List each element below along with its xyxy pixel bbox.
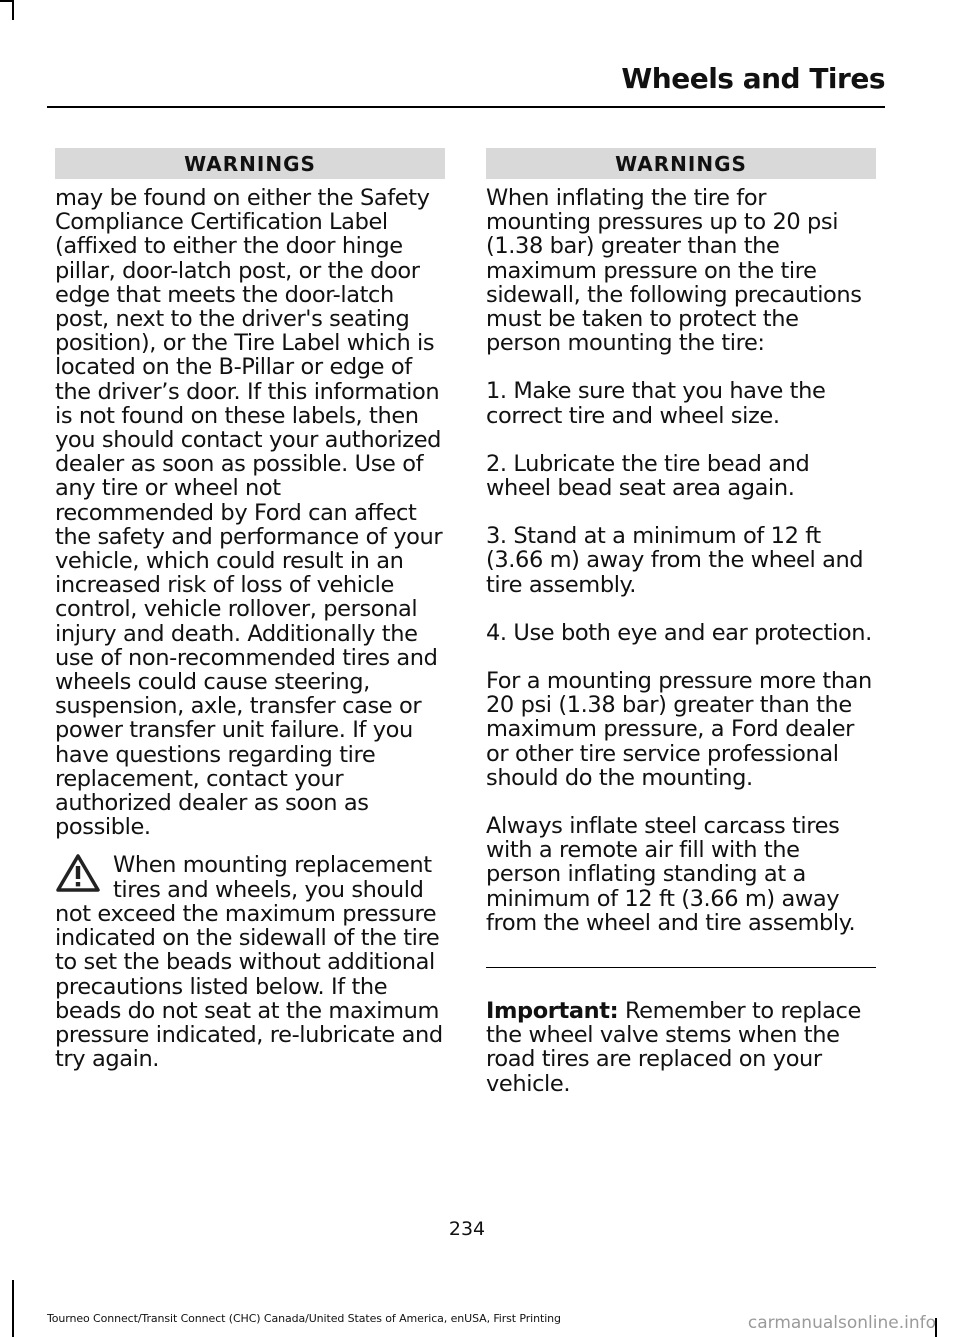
mounting-warning-text: When mounting replacement tires and wheels, you should not exceed the maximum pressure indicated on the sidewall of the tire to set the beads without additional precautions listed below. If the beads do not seat at the maximum pressure indicated, re-lubricate and try again.: [55, 852, 443, 1073]
page-number: 234: [448, 1218, 486, 1240]
right-column: [486, 148, 876, 1096]
warning-paragraph: may be found on either the Safety Compliance Certification Label (affixed to either the door hinge pillar, door-latch post, or the door edge that meets the door-latch post, next to the driver's seating position), or the Tire Label which is located on the B-Pillar or edge of the driver’s door. If this information is not found on these labels, then you should contact your authorized dealer as soon as possible. Use of any tire or wheel not recommended by Ford can affect the safety and performance of your vehicle, which could result in an increased risk of loss of vehicle control, vehicle rollover, personal injury and death. Additionally the use of non-recommended tires and wheels could cause steering, suspension, axle, transfer case or power transfer unit failure. If you have questions regarding tire replacement, contact your authorized dealer as soon as possible.: [55, 185, 443, 841]
important-label: Important:: [486, 998, 619, 1025]
important-note: [486, 999, 876, 1096]
important-text: Remember to replace the wheel valve stems when the road tires are replaced on your vehicle.: [486, 998, 861, 1097]
step-item: 1. Make sure that you have the correct tire and wheel size.: [486, 378, 826, 429]
step-item: 2. Lubricate the tire bead and wheel bead seat area again.: [486, 450, 810, 502]
section-divider: [486, 967, 876, 968]
watermark: carmanualsonline.info: [747, 1313, 936, 1333]
dealer-note: For a mounting pressure more than 20 psi (1.38 bar) greater than the maximum pressure, a Ford dealer or other tire service professional should do the mounting.: [486, 668, 872, 791]
step-item: 3. Stand at a minimum of 12 ft (3.66 m) away from the wheel and tire assembly.: [486, 523, 864, 598]
publication-info: Tourneo Connect/Transit Connect (CHC) Canada/United States of America, enUSA, First Printing: [47, 1312, 561, 1325]
mounting-warning-block: [55, 853, 445, 1071]
crop-mark: [12, 0, 14, 20]
warning-triangle-icon: [55, 853, 101, 893]
warnings-heading: WARNINGS: [55, 148, 445, 179]
step-item: 4. Use both eye and ear protection.: [486, 619, 872, 646]
header-divider: [47, 106, 885, 108]
page-title: Wheels and Tires: [621, 62, 885, 95]
inflation-intro: When inflating the tire for mounting pressures up to 20 psi (1.38 bar) greater than the maximum pressure on the tire sidewall, the following precautions must be taken to protect the person mounting the tire:: [486, 185, 862, 357]
steel-carcass-note: Always inflate steel carcass tires with a remote air fill with the person inflating standing at a minimum of 12 ft (3.66 m) away from the wheel and tire assembly.: [486, 813, 856, 936]
crop-mark: [12, 1280, 14, 1337]
left-column: [55, 148, 445, 1071]
warnings-heading: WARNINGS: [486, 148, 876, 179]
